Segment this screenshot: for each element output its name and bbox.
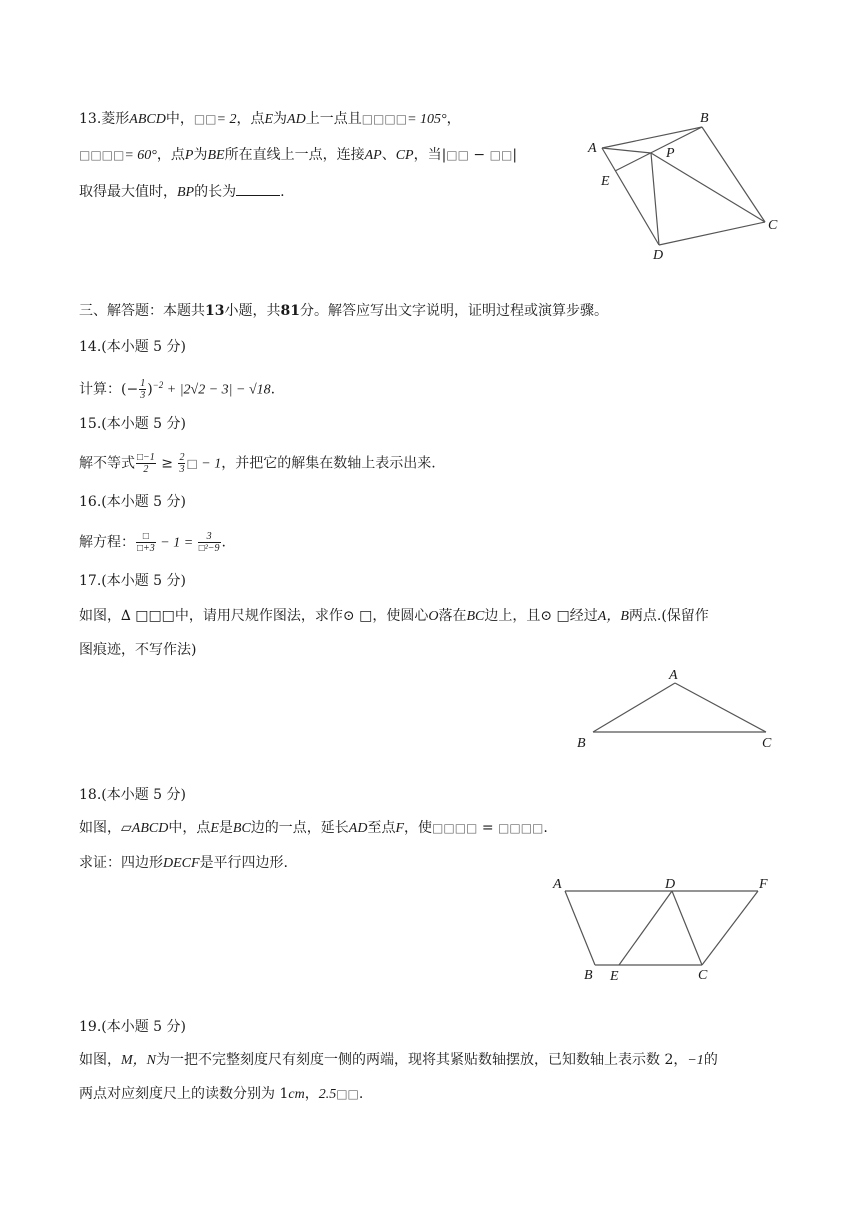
text: 计算：(− — [79, 381, 139, 398]
text: M，N — [121, 1053, 156, 1068]
q19-line-2 — [79, 1084, 363, 1105]
text: 中， — [165, 111, 194, 127]
text: BC — [466, 609, 485, 624]
q18-parallelogram-figure — [545, 872, 785, 987]
q17-triangle-figure — [570, 665, 785, 753]
text: + |2√2 − 3| − √18 — [163, 382, 271, 398]
text: 为 — [193, 147, 208, 163]
q14-header: 14.(本小题 5 分) — [79, 339, 186, 355]
label-d: D — [653, 248, 664, 263]
text: ，并把它的解集在数轴上表示出来. — [221, 455, 436, 472]
text: O — [428, 609, 439, 624]
q18-line-1 — [79, 818, 548, 839]
q19-line-1 — [79, 1050, 718, 1071]
segment-pd — [651, 153, 659, 245]
segment-pc — [651, 153, 765, 222]
fraction: $\frac{□-1}{2}$ — [137, 452, 155, 475]
text: 如图， — [79, 1052, 121, 1068]
section-3-heading — [79, 301, 608, 321]
q18-header: 18.(本小题 5 分) — [79, 787, 186, 803]
text: − 1 = — [156, 535, 197, 551]
text: −1 — [687, 1053, 704, 1068]
text: ⊙ □ — [342, 608, 373, 624]
text: 取得最大值时， — [79, 184, 177, 200]
label-a: A — [553, 877, 562, 892]
text: = 2 — [216, 112, 237, 127]
text: . — [280, 184, 285, 200]
text: ，使圆心 — [372, 608, 429, 624]
text: AP — [364, 148, 382, 163]
text: AD — [348, 821, 368, 836]
label-f: F — [759, 877, 768, 892]
text: = 105° — [407, 112, 447, 127]
label-b: B — [577, 736, 586, 751]
text: E — [264, 112, 274, 127]
text: 、 — [381, 147, 396, 163]
text: CP — [395, 148, 414, 163]
edge-ab — [593, 683, 675, 732]
text: 为一把不完整刻度尺有刻度一侧的两端，现将其紧贴数轴摆放，已知数轴上表示数 2， — [156, 1052, 688, 1068]
q14-expression: 计算：(− $\frac{1}{3}$ )$^{-2}$ + |2√2 − 3| − √18. — [79, 378, 276, 402]
text: ≥ — [156, 455, 178, 472]
segment-be — [615, 127, 702, 171]
text: = — [477, 820, 499, 836]
q13-line-3 — [79, 181, 285, 203]
text: 落在 — [438, 608, 467, 624]
q19-header: 19.(本小题 5 分) — [79, 1019, 186, 1035]
edge-bc — [702, 127, 765, 222]
text: 所在直线上一点，连接 — [224, 147, 365, 163]
label-c: C — [698, 968, 708, 983]
text: | — [512, 147, 518, 163]
label-e: E — [610, 969, 619, 984]
fraction: $\frac{3}{\text{□²−9}}$ — [198, 531, 220, 554]
text: cm — [288, 1087, 305, 1102]
text: 中，点 — [168, 820, 211, 836]
edge-cf — [702, 891, 758, 965]
missing-glyph: □□□□ — [432, 821, 478, 835]
missing-glyph: □ — [186, 456, 198, 471]
text: P — [184, 148, 194, 163]
text: ABCD — [129, 112, 166, 127]
text: . — [543, 820, 548, 836]
text: 为 — [273, 111, 288, 127]
text: 解方程： — [79, 534, 135, 551]
text: 是 — [218, 820, 233, 836]
edge-ab — [602, 127, 702, 148]
text: BP — [177, 185, 195, 200]
missing-glyph: □□ — [446, 148, 469, 162]
text: 边上，且 — [484, 608, 541, 624]
text: ，使 — [404, 820, 433, 836]
text: − — [468, 147, 490, 163]
text: . — [221, 534, 226, 551]
text: 的长为 — [194, 184, 237, 200]
missing-glyph: □□□□ — [498, 821, 544, 835]
fraction: $\frac{□}{□+3}$ — [137, 531, 155, 554]
answer-blank — [236, 181, 280, 196]
text: . — [358, 1086, 364, 1102]
text: 两点对应刻度尺上的读数分别为 1 — [79, 1086, 289, 1102]
label-a: A — [588, 141, 597, 156]
label-c: C — [762, 736, 772, 751]
text: 边的一点，延长 — [250, 820, 349, 836]
label-b: B — [700, 111, 709, 126]
edge-ac — [675, 683, 766, 732]
text: 的 — [703, 1052, 718, 1068]
q15-header: 15.(本小题 5 分) — [79, 416, 186, 432]
text: . — [270, 381, 276, 398]
missing-glyph: □□□□ — [361, 112, 408, 126]
text: 是平行四边形. — [199, 855, 289, 871]
q15-inequality — [79, 452, 436, 475]
text: ，点 — [236, 111, 265, 127]
label-e: E — [601, 174, 610, 189]
text: 至点 — [367, 820, 396, 836]
text: 上一点且 — [305, 111, 362, 127]
text: A，B — [597, 609, 629, 624]
exponent: −2 — [152, 380, 164, 390]
text: 解不等式 — [79, 455, 135, 472]
missing-glyph: □□□□ — [79, 148, 125, 162]
fraction: $\frac{2}{3}$ — [179, 452, 185, 475]
missing-glyph: □□ — [336, 1087, 359, 1101]
q18-line-2 — [79, 853, 288, 874]
q16-header: 16.(本小题 5 分) — [79, 494, 186, 510]
label-a: A — [669, 668, 678, 683]
q13-line-2 — [79, 145, 517, 166]
text: ，点 — [156, 147, 185, 163]
text: ， — [304, 1086, 319, 1102]
q17-line-1 — [79, 606, 709, 627]
q16-equation — [79, 531, 226, 554]
label-c: C — [768, 218, 778, 233]
text: 13 — [205, 303, 225, 319]
label-p: P — [666, 146, 675, 161]
text: ， — [446, 111, 461, 127]
text: 分。解答应写出文字说明，证明过程或演算步骤。 — [299, 303, 608, 319]
text: 13.菱形 — [79, 111, 130, 127]
text: 如图， — [79, 608, 121, 624]
text: − 1 — [197, 456, 222, 472]
label-b: B — [584, 968, 593, 983]
text: ，当| — [413, 147, 447, 163]
text: 中，请用尺规作图法，求作 — [174, 608, 343, 624]
q17-header: 17.(本小题 5 分) — [79, 573, 186, 589]
text: E — [210, 821, 219, 836]
text: ⊙ □ — [540, 608, 570, 624]
label-d: D — [665, 877, 676, 892]
text: ▱ABCD — [121, 821, 169, 836]
text: 如图， — [79, 820, 121, 836]
text: ∆ □□□ — [121, 608, 175, 624]
text: BC — [232, 821, 251, 836]
text: 求证：四边形 — [79, 855, 163, 871]
q17-line-2: 图痕迹，不写作法) — [79, 642, 197, 658]
text: 81 — [280, 303, 300, 319]
text: 三、解答题：本题共 — [79, 303, 205, 319]
edge-ab — [565, 891, 595, 965]
text: AD — [287, 112, 306, 127]
text: 经过 — [569, 608, 598, 624]
edge-cd — [672, 891, 702, 965]
text: BE — [207, 148, 225, 163]
text: DECF — [163, 856, 200, 871]
text: F — [395, 821, 405, 836]
q13-rhombus-figure — [580, 105, 790, 270]
edge-cd — [659, 222, 765, 245]
missing-glyph: □□ — [489, 148, 513, 162]
text: 小题，共 — [224, 303, 281, 319]
edge-de — [619, 891, 672, 965]
text: = 60° — [124, 148, 157, 163]
fraction: $\frac{1}{3}$ — [140, 378, 146, 402]
missing-glyph: □□ — [193, 112, 217, 126]
text: 两点.(保留作 — [628, 608, 709, 624]
segment-ap — [602, 148, 651, 153]
q13-line-1 — [79, 109, 461, 130]
text: 2.5 — [318, 1087, 337, 1102]
